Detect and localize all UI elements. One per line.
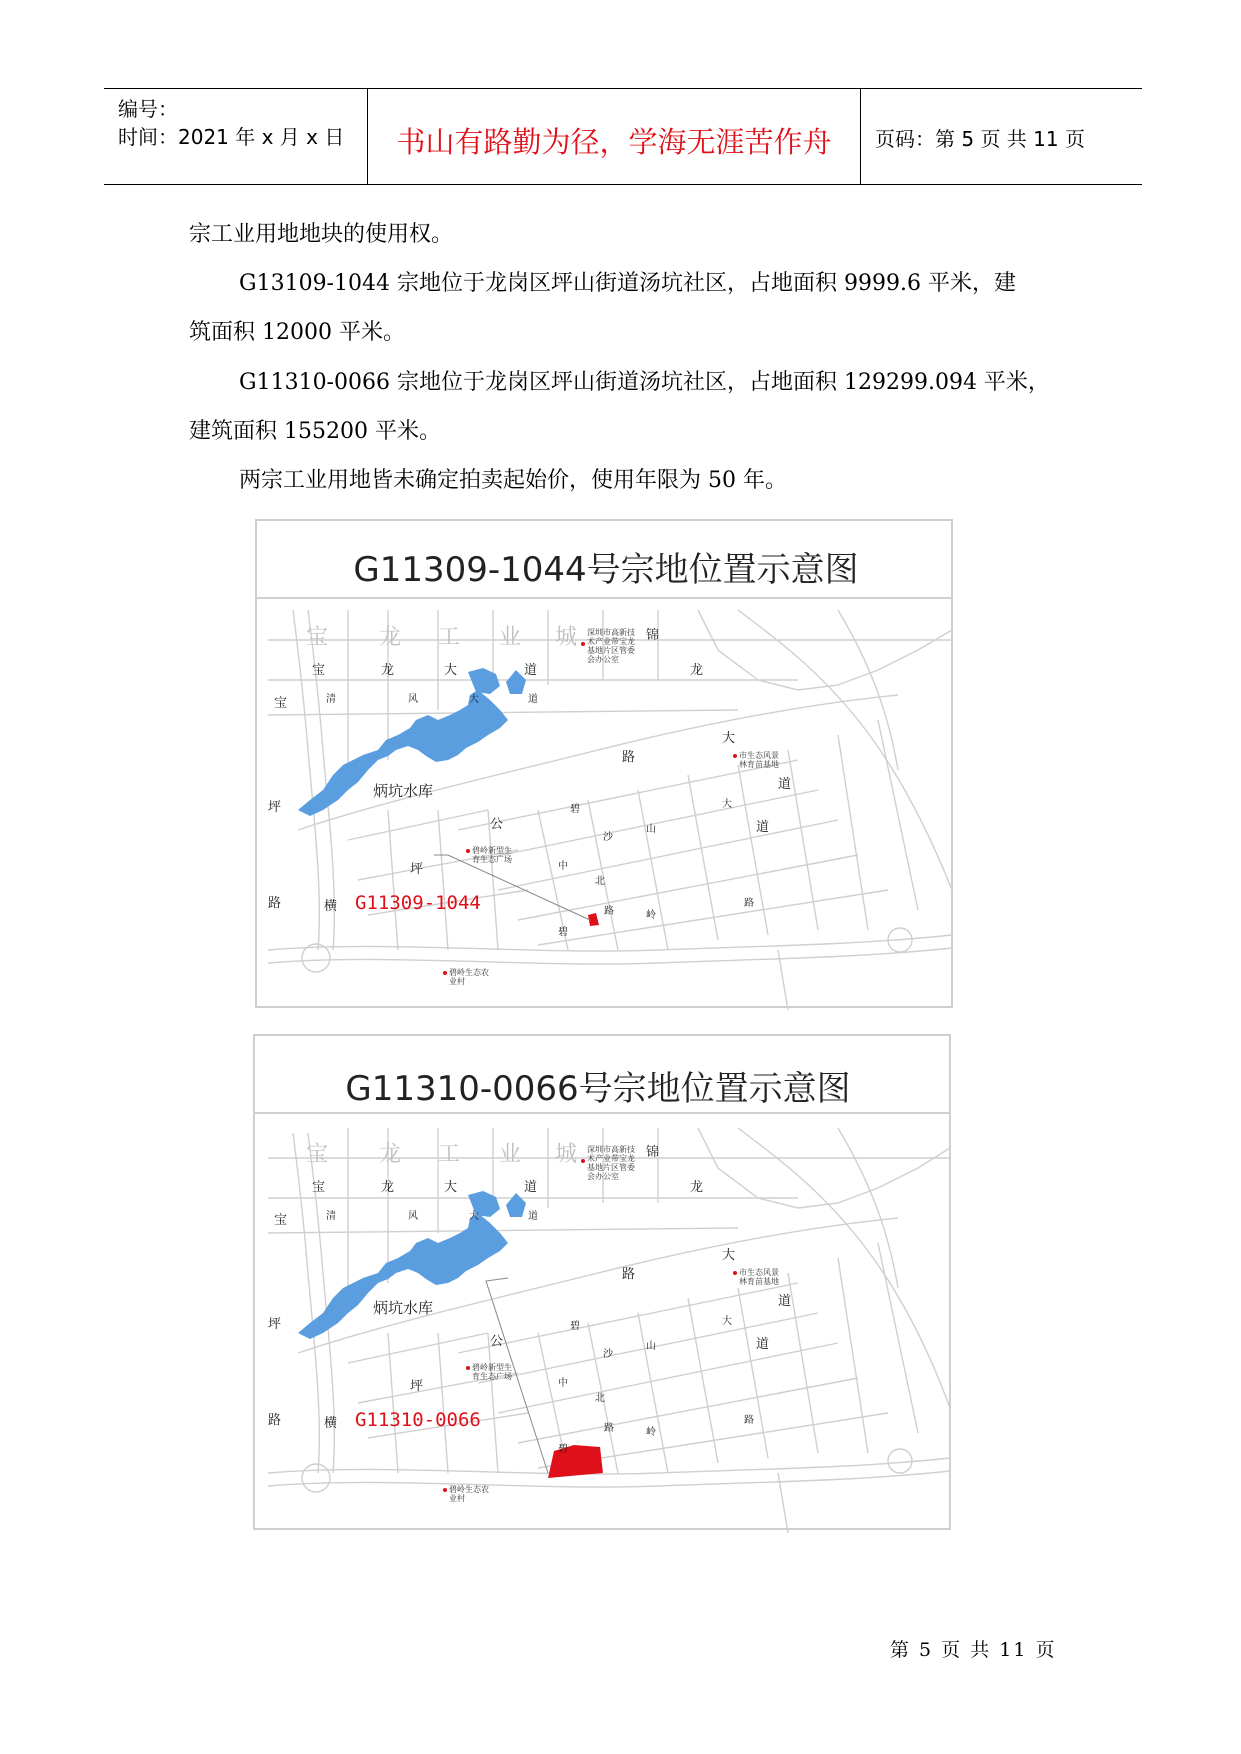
map-1-road-char: 大 [444,663,458,678]
map-1-road-char: 碧 [558,927,568,938]
map-2-district-char: 城 [555,1142,578,1167]
map-1-road-char: 山 [646,824,656,835]
map-1-road-char: 大 [722,799,732,810]
map-2-road-char: 北 [595,1393,605,1404]
map-1-poi-plaza: 碧岭新型生育生态广场 [472,846,512,864]
map-1-road-char: 中 [558,861,568,872]
map-2-road-char: 横 [324,1416,338,1431]
map-1-poi-marker [581,642,585,646]
map-1-road-char: 路 [268,896,282,911]
map-1-road-char: 道 [778,777,792,792]
paragraph-parcel-2-line-1: G11310-0066 宗地位于龙岗区坪山街道汤坑社区，占地面积 129299.094 平米， [239,370,1050,395]
location-map-1 [238,510,974,1015]
document-time-label: 时间：2021 年 x 月 x 日 [118,125,345,149]
map-1-road-char: 道 [524,663,538,678]
map-2-road-char: 中 [558,1378,568,1389]
map-2-poi-marker [466,1366,470,1370]
map-1-district-char: 工 [438,625,461,650]
map-2-road-char: 宝 [312,1180,326,1195]
map-1-title: G11309-1044号宗地位置示意图 [353,550,859,590]
map-1-poi-marker [466,849,470,853]
map-2-poi-eco: 市生态风景林育苗基地 [739,1268,779,1286]
map-2-road-char: 锦 [646,1145,660,1160]
map-1-poi-marker [733,754,737,758]
map-2-poi-plaza: 碧岭新型生育生态广场 [472,1363,512,1381]
map-2-district-char: 龙 [379,1142,402,1167]
map-2-district-char: 业 [499,1142,522,1167]
map-1-road-char: 龙 [690,663,704,678]
map-2-poi-tech: 深圳市高新技术产业带宝龙基地片区管委会办公室 [587,1145,635,1181]
location-map-2 [238,1033,958,1541]
map-1-district-char: 城 [555,625,578,650]
map-1-road-char: 公 [490,817,504,832]
map-2-road-char: 大 [722,1248,736,1263]
map-1-road-char: 岭 [646,910,656,921]
document-number-label: 编号： [118,97,178,121]
map-1-poi-tech: 深圳市高新技术产业带宝龙基地片区管委会办公室 [587,628,635,664]
map-1-road-char: 龙 [381,663,395,678]
map-2-road-char: 龙 [381,1180,395,1195]
map-1-poi-farm: 碧岭生态农业村 [449,968,489,986]
map-2-district-char: 工 [438,1142,461,1167]
map-1-road-char: 道 [528,694,538,705]
map-1-parcel-label: G11309-1044 [355,892,481,914]
map-1-road-char: 沙 [603,832,613,843]
map-1-road-char: 路 [744,898,754,909]
map-1-road-char: 道 [756,820,770,835]
page-header [104,88,1142,185]
map-2-road-char: 清 [326,1211,336,1222]
map-2-title: G11310-0066号宗地位置示意图 [345,1069,851,1109]
map-1-road-char: 横 [324,899,338,914]
map-1-road-char: 路 [604,906,614,917]
map-2-lake-label: 炳坑水库 [373,1299,434,1317]
paragraph-auction-terms: 两宗工业用地皆未确定拍卖起始价，使用年限为 50 年。 [239,468,787,493]
map-2-road-char: 路 [268,1413,282,1428]
map-2-road-char: 碧 [570,1321,580,1332]
map-2-road-char: 路 [604,1423,614,1434]
map-2-road-char: 风 [408,1211,418,1222]
map-1-district-char: 宝 [306,625,329,650]
map-2-parcel-label: G11310-0066 [355,1409,481,1431]
map-2-poi-marker [443,1488,447,1492]
map-2-road-char: 路 [622,1267,636,1282]
map-1-road-char: 宝 [274,696,288,711]
header-meta [104,89,366,184]
map-2-road-char: 公 [490,1334,504,1349]
map-2-road-char: 大 [722,1316,732,1327]
map-2-road-char: 大 [469,1211,479,1222]
map-1-poi-marker [443,971,447,975]
map-1-road-char: 大 [469,694,479,705]
map-2-road-char: 岭 [646,1427,656,1438]
paragraph-continuation: 宗工业用地地块的使用权。 [189,222,454,247]
map-2-poi-marker [581,1159,585,1163]
map-1-road-char: 碧 [570,804,580,815]
header-motto-cell [367,89,861,184]
map-2-road-char: 山 [646,1341,656,1352]
map-1-district-char: 龙 [379,625,402,650]
map-1-road-char: 宝 [312,663,326,678]
map-1-district-char: 业 [499,625,522,650]
map-2-road-char: 道 [778,1294,792,1309]
map-2-road-char: 宝 [274,1213,288,1228]
map-1-road-char: 坪 [268,800,282,815]
map-2-poi-marker [733,1271,737,1275]
map-2-road-char: 大 [444,1180,458,1195]
map-2-road-char: 沙 [603,1349,613,1360]
map-2-road-char: 坪 [268,1317,282,1332]
map-2-road-char: 龙 [690,1180,704,1195]
map-1-road-char: 风 [408,694,418,705]
page-footer: 第 5 页 共 11 页 [890,1639,1057,1661]
map-1-road-char: 坪 [410,862,424,877]
header-page-cell [861,89,1142,184]
map-1-poi-eco: 市生态风景林育苗基地 [739,751,779,769]
map-2-poi-farm: 碧岭生态农业村 [449,1485,489,1503]
map-2-road-char: 道 [528,1211,538,1222]
header-page-number: 页码：第 5 页 共 11 页 [875,127,1085,151]
map-2-road-char: 碧 [558,1444,568,1455]
map-1-road-char: 锦 [646,628,660,643]
map-1-lake-label: 炳坑水库 [373,782,434,800]
paragraph-parcel-1-line-2: 筑面积 12000 平米。 [189,320,405,345]
map-1-road-char: 清 [326,694,336,705]
header-motto: 书山有路勤为径，学海无涯苦作舟 [396,125,832,159]
map-2-district-char: 宝 [306,1142,329,1167]
map-1-road-char: 北 [595,876,605,887]
paragraph-parcel-2-line-2: 建筑面积 155200 平米。 [189,419,441,444]
map-2-road-char: 坪 [410,1379,424,1394]
map-2-road-char: 路 [744,1415,754,1426]
paragraph-parcel-1-line-1: G13109-1044 宗地位于龙岗区坪山街道汤坑社区，占地面积 9999.6 平米，建 [239,271,1016,296]
map-1-road-char: 大 [722,731,736,746]
map-2-road-char: 道 [756,1337,770,1352]
map-1-road-char: 路 [622,750,636,765]
map-2-road-char: 道 [524,1180,538,1195]
